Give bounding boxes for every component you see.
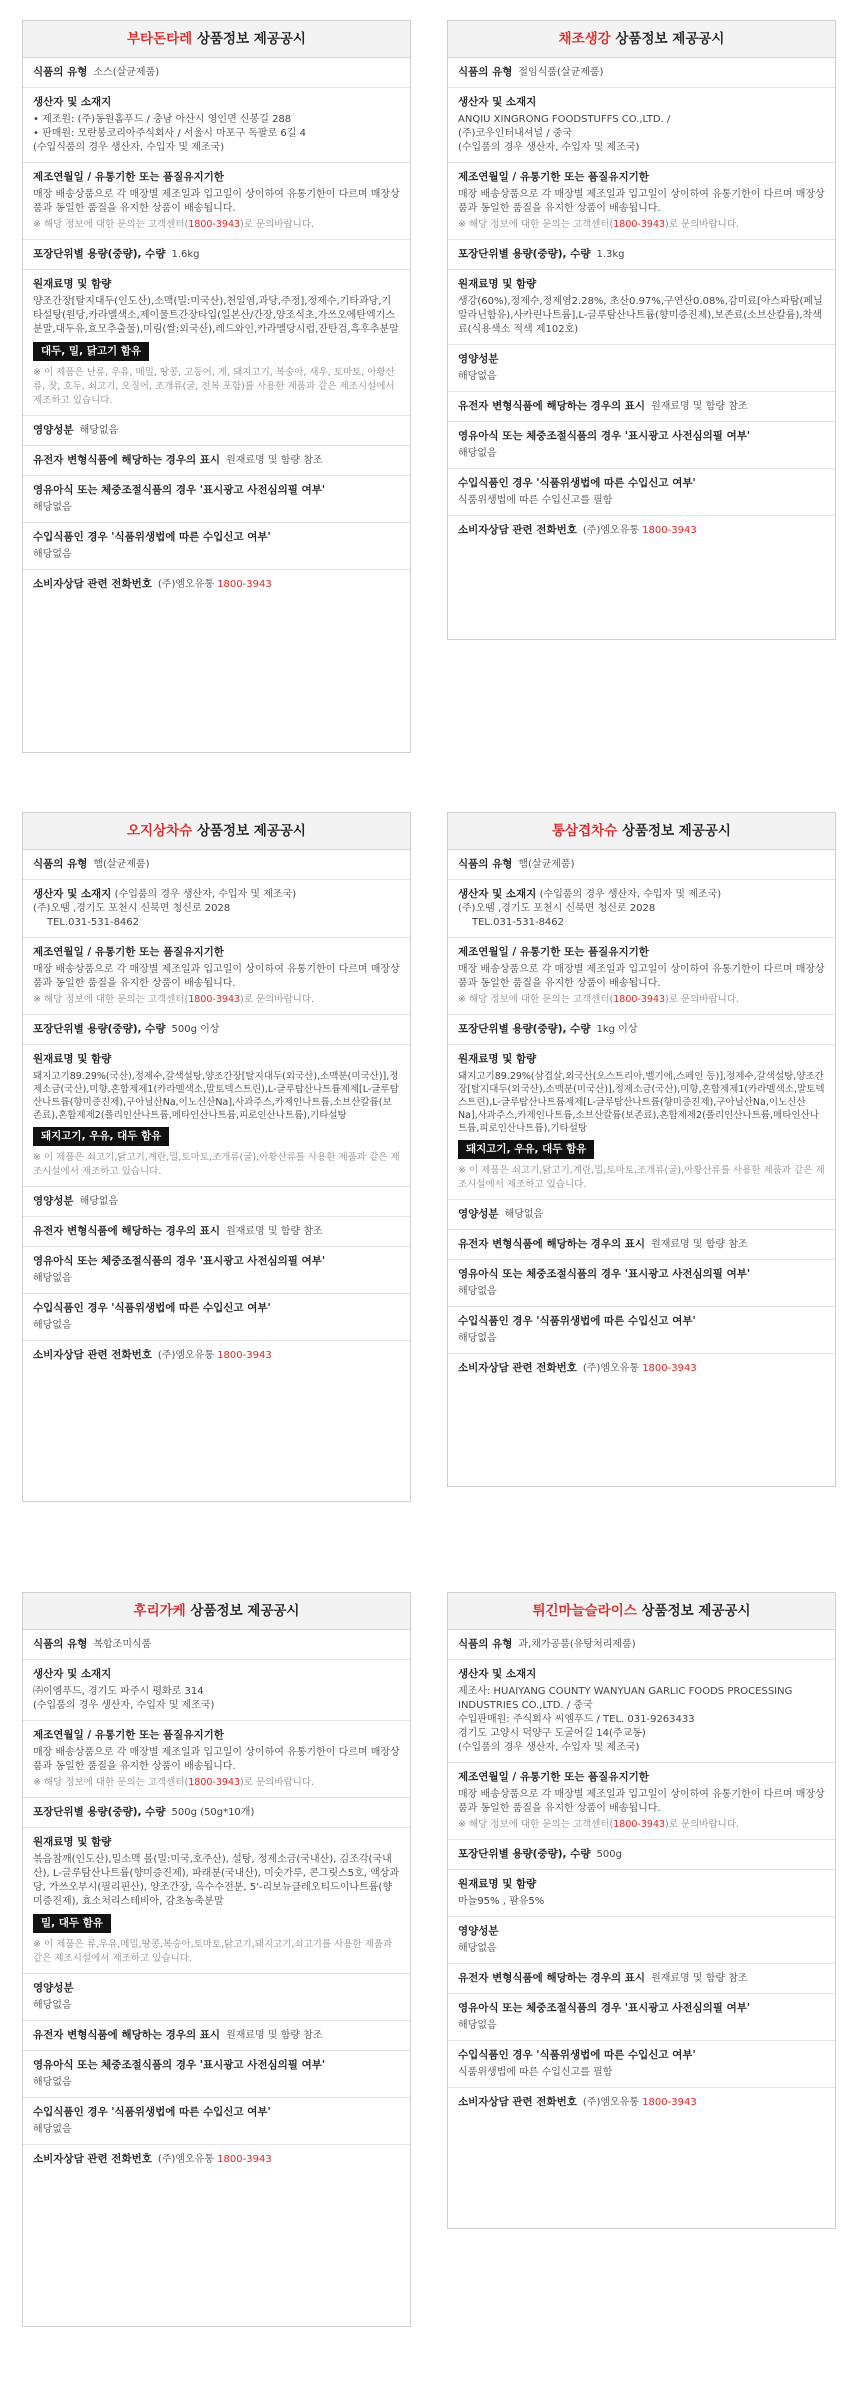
row-import: 수입식품인 경우 '식품위생법에 따른 수입신고 여부' 해당없음 (448, 1307, 835, 1354)
row-volume: 포장단위별 용량(중량), 수량 500g 이상 (23, 1015, 410, 1045)
row-import: 수입식품인 경우 '식품위생법에 따른 수입신고 여부' 해당없음 (23, 523, 410, 570)
allergen-badge: 돼지고기, 우유, 대두 함유 (458, 1140, 594, 1159)
row-maker: 생산자 및 소재지 ANQIU XINGRONG FOODSTUFFS CO.,LTD. / (주)코우인터내셔널 / 중국 (수입품의 경우 생산자, 수입자 및 제조국) (448, 88, 835, 163)
consumer-phone[interactable]: 1800-3943 (217, 579, 272, 590)
product-card-fried-garlic-slice (447, 1592, 836, 2229)
row-consumer: 소비자상담 관련 전화번호 (주)엠오유통 1800-3943 (33, 578, 272, 590)
row-maker: 생산자 및 소재지 (수입품의 경우 생산자, 수입자 및 제조국) (주)오뗌 ,경기도 포천시 신북면 청신로 2028 TEL.031-531-8462 (23, 880, 410, 938)
row-import: 수입식품인 경우 '식품위생법에 따른 수입신고 여부' 해당없음 (23, 2098, 410, 2145)
row-infant: 영유아식 또는 체중조절식품의 경우 '표시광고 사전심의필 여부' 해당없음 (448, 1260, 835, 1307)
consumer-phone[interactable]: 1800-3943 (642, 1363, 697, 1374)
row-ingredients: 원재료명 및 함량 마늘95% , 팜유5% (448, 1870, 835, 1917)
row-nutrition: 영양성분 해당없음 (23, 1187, 410, 1217)
row-nutrition: 영양성분 해당없음 (23, 1974, 410, 2021)
row-ingredients: 원재료명 및 함량 돼지고기89.29%(국산),정제수,갈색설탕,양조간장[탈지대두(외국산),소맥분(미국산)],정제소금(국산),미향,혼합제제1(카라멜색소,말토덱스트린),L-글루탐산나트륨제제[L-글루탐산나트륨(향미증진제),구아닐산Na,이노신산Na],사과주스,카제인나트륨,소브산칼륨(보존료),혼합제제2(폴리인산나트륨,메타인산나트륨,피로인산나트륨),기타설탕 돼지고기, 우유, 대두 함유 ※ 이 제품은 쇠고기,닭고기,계란,밀,토마토,조개류(굴),아황산류를 사용한 제품과 같은 제조시설에서 제조하고 있습니다. (23, 1045, 410, 1187)
row-nutrition: 영양성분 해당없음 (448, 1917, 835, 1964)
header-suffix: 상품정보 제공공시 (196, 31, 306, 47)
product-name: 후리가케 (133, 1603, 186, 1619)
product-card-tongsamgyeop-chashu (447, 812, 836, 1487)
row-date: 제조연월일 / 유통기한 또는 품질유지기한 매장 배송상품으로 각 매장별 제조일과 입고일이 상이하여 유통기한이 다르며 매장상품과 동일한 품질을 유지한 상품이 배송됩니다. ※ 해당 정보에 대한 문의는 고객센터(1800-3943)로 문의바랍니다. (23, 938, 410, 1015)
row-date: 제조연월일 / 유통기한 또는 품질유지기한 매장 배송상품으로 각 매장별 제조일과 입고일이 상이하여 유통기한이 다르며 매장상품과 동일한 품질을 유지한 상품이 배송됩니다. ※ 해당 정보에 대한 문의는 고객센터(1800-3943)로 문의바랍니다. (23, 1721, 410, 1798)
row-infant: 영유아식 또는 체중조절식품의 경우 '표시광고 사전심의필 여부' 해당없음 (23, 476, 410, 523)
row-maker: 생산자 및 소재지 ㈜이엠푸드, 경기도 파주시 평화로 314 (수입품의 경우 생산자, 수입자 및 제조국) (23, 1660, 410, 1721)
product-name: 통삼겹차슈 (552, 823, 618, 839)
row-consumer: 소비자상담 관련 전화번호 (주)엠오유통 1800-3943 (458, 2096, 697, 2108)
row-infant: 영유아식 또는 체중조절식품의 경우 '표시광고 사전심의필 여부' 해당없음 (23, 1247, 410, 1294)
row-maker: 생산자 및 소재지 • 제조원: (주)동원홈푸드 / 충남 아산시 영인면 신봉길 288 • 판매원: 모란봉코리아주식회사 / 서울시 마포구 독팔로 6길 4 (수입식품의 경우 생산자, 수입자 및 제조국) (23, 88, 410, 163)
row-consumer: 소비자상담 관련 전화번호 (주)엠오유통 1800-3943 (33, 2153, 272, 2165)
consumer-phone[interactable]: 1800-3943 (217, 2154, 272, 2165)
row-type: 식품의 유형 소스(살균제품) (23, 58, 410, 88)
row-import: 수입식품인 경우 '식품위생법에 따른 수입신고 여부' 해당없음 (23, 1294, 410, 1341)
row-type: 식품의 유형 햄(살균제품) (448, 850, 835, 880)
product-card-furikake (22, 1592, 411, 2327)
card-header (23, 21, 410, 58)
row-gmo: 유전자 변형식품에 해당하는 경우의 표시 원재료명 및 함량 참조 (448, 1230, 835, 1260)
row-consumer: 소비자상담 관련 전화번호 (주)엠오유통 1800-3943 (458, 524, 697, 536)
card-header: 오지상차슈 상품정보 제공공시 (23, 813, 410, 850)
row-gmo: 유전자 변형식품에 해당하는 경우의 표시 원재료명 및 함량 참조 (23, 446, 410, 476)
allergen-note: ※ 이 제품은 쇠고기,닭고기,계란,밀,토마토,조개류(굴),아황산류를 사용한 제품과 같은 제조시설에서 제조하고 있습니다. (458, 1165, 825, 1190)
row-date: 제조연월일 / 유통기한 또는 품질유지기한 매장 배송상품으로 각 매장별 제조일과 입고일이 상이하여 유통기한이 다르며 매장상품과 동일한 품질을 유지한 상품이 배송됩니다. ※ 해당 정보에 대한 문의는 고객센터(1800-3943)로 문의바랍니다. (448, 1763, 835, 1840)
row-nutrition: 영양성분 해당없음 (448, 1200, 835, 1230)
row-type: 식품의 유형 햄(살균제품) (23, 850, 410, 880)
row-volume: 포장단위별 용량(중량), 수량 500g (50g*10개) (23, 1798, 410, 1828)
card-header: 통삼겹차슈 상품정보 제공공시 (448, 813, 835, 850)
consumer-phone[interactable]: 1800-3943 (642, 2097, 697, 2108)
row-type: 식품의 유형 절임식품(살균제품) (448, 58, 835, 88)
row-ingredients: 원재료명 및 함량 양조간장[탈지대두(인도산),소맥(밀:미국산),천일염,과당,주정],정제수,기타과당,기타설탕(원당,카라멜색소,제이물트간장타입(일본산/간장,양조식초,가쓰오에탄엑기스분말,대두유,효모추출물),미림(쌀:외국산),레드와인,카라멜당시럽,잔탄검,흑후추분말 대두, 밀, 닭고기 함유 ※ 이 제품은 난류, 우유, 메밀, 땅콩, 고등어, 게, 돼지고기, 복숭아, 새우, 토마토, 아황산류, 잣, 호두, 쇠고기, 오징어, 조개류(굴, 전복 포함)를 사용한 제품과 같은 제조시설에서 제조하고 있습니다. (23, 270, 410, 416)
row-gmo: 유전자 변형식품에 해당하는 경우의 표시 원재료명 및 함량 참조 (23, 1217, 410, 1247)
product-name: 부타돈타레 (127, 31, 193, 47)
allergen-badge: 대두, 밀, 닭고기 함유 (33, 342, 149, 361)
allergen-badge: 밀, 대두 함유 (33, 1914, 111, 1933)
row-volume: 포장단위별 용량(중량), 수량 1.6kg (23, 240, 410, 270)
row-gmo: 유전자 변형식품에 해당하는 경우의 표시 원재료명 및 함량 참조 (23, 2021, 410, 2051)
row-consumer: 소비자상담 관련 전화번호 (주)엠오유통 1800-3943 (33, 1349, 272, 1361)
row-volume: 포장단위별 용량(중량), 수량 500g (448, 1840, 835, 1870)
row-infant: 영유아식 또는 체중조절식품의 경우 '표시광고 사전심의필 여부' 해당없음 (448, 1994, 835, 2041)
product-card-chaejo-ginger (447, 20, 836, 640)
allergen-badge: 돼지고기, 우유, 대두 함유 (33, 1127, 169, 1146)
row-type: 식품의 유형 과,채가공품(유탕처리제품) (448, 1630, 835, 1660)
row-consumer: 소비자상담 관련 전화번호 (주)엠오유통 1800-3943 (458, 1362, 697, 1374)
date-note: ※ 해당 정보에 대한 문의는 고객센터(1800-3943)로 문의바랍니다. (33, 219, 315, 230)
row-date: 제조연월일 / 유통기한 또는 품질유지기한 매장 배송상품으로 각 매장별 제조일과 입고일이 상이하여 유통기한이 다르며 매장상품과 동일한 품질을 유지한 상품이 배송됩니다. ※ 해당 정보에 대한 문의는 고객센터(1800-3943)로 문의바랍니다. (448, 163, 835, 240)
row-infant: 영유아식 또는 체중조절식품의 경우 '표시광고 사전심의필 여부' 해당없음 (448, 422, 835, 469)
row-ingredients: 원재료명 및 함량 생강(60%),정제수,정제염2.28%, 초산0.97%,구연산0.08%,감미료[아스파탐(페닐알라닌함유),사카린나트륨],L-글루탐산나트륨(향미증진제),보존료(소브산칼륨),착색료(식용색소 적색 제102호) (448, 270, 835, 345)
row-volume: 포장단위별 용량(중량), 수량 1kg 이상 (448, 1015, 835, 1045)
card-header: 튀긴마늘슬라이스 상품정보 제공공시 (448, 1593, 835, 1630)
product-name: 오지상차슈 (127, 823, 193, 839)
product-card-ojisang-chashu (22, 812, 411, 1502)
row-volume: 포장단위별 용량(중량), 수량 1.3kg (448, 240, 835, 270)
card-header: 후리가케 상품정보 제공공시 (23, 1593, 410, 1630)
product-name: 채조생강 (558, 31, 611, 47)
row-import: 수입식품인 경우 '식품위생법에 따른 수입신고 여부' 식품위생법에 따른 수입신고를 필함 (448, 469, 835, 516)
row-date: 제조연월일 / 유통기한 또는 품질유지기한 매장 배송상품으로 각 매장별 제조일과 입고일이 상이하여 유통기한이 다르며 매장상품과 동일한 품질을 유지한 상품이 배송됩니다. ※ 해당 정보에 대한 문의는 고객센터(1800-3943)로 문의바랍니다. (23, 163, 410, 240)
allergen-note: ※ 이 제품은 쇠고기,닭고기,계란,밀,토마토,조개류(굴),아황산류를 사용한 제품과 같은 제조시설에서 제조하고 있습니다. (33, 1152, 400, 1177)
row-infant: 영유아식 또는 체중조절식품의 경우 '표시광고 사전심의필 여부' 해당없음 (23, 2051, 410, 2098)
row-type: 식품의 유형 복합조미식품 (23, 1630, 410, 1660)
card-header: 채조생강 상품정보 제공공시 (448, 21, 835, 58)
product-card-butadon-tare (22, 20, 411, 753)
row-nutrition: 영양성분 해당없음 (448, 345, 835, 392)
allergen-note: ※ 이 제품은 류,우유,메밀,땅콩,복숭아,토마토,닭고기,돼지고기,쇠고기를 사용한 제품과 같은 제조시설에서 제조하고 있습니다. (33, 1939, 393, 1964)
row-import: 수입식품인 경우 '식품위생법에 따른 수입신고 여부' 식품위생법에 따른 수입신고를 필함 (448, 2041, 835, 2088)
row-ingredients: 원재료명 및 함량 볶음참깨(인도산),밀소맥 볼(밀:미국,호주산), 설탕, 정제소금(국내산), 김조각(국내산), L-글루탐산나트륨(향미증진제), 파래분(국내산), 미숫가루, 콘그릿스5호, 액상과당, 가쓰오부시(필리핀산), 양조간장, 옥수수전분, 5'-리보뉴클레오티드이나트륨(향미증진제), 효소처리스테비아, 감초농축분말 밀, 대두 함유 ※ 이 제품은 류,우유,메밀,땅콩,복숭아,토마토,닭고기,돼지고기,쇠고기를 사용한 제품과 같은 제조시설에서 제조하고 있습니다. (23, 1828, 410, 1974)
product-name: 튀긴마늘슬라이스 (532, 1603, 637, 1619)
row-gmo: 유전자 변형식품에 해당하는 경우의 표시 원재료명 및 함량 참조 (448, 392, 835, 422)
row-maker: 생산자 및 소재지 제조사: HUAIYANG COUNTY WANYUAN GARLIC FOODS PROCESSING INDUSTRIES CO.,LTD. / 중국 수입판매원: 주식회사 씨엠푸드 / TEL. 031-9263433 경기도 고양시 덕양구 도굴어길 14(주교동) (수입품의 경우 생산자, 수입자 및 제조국) (448, 1660, 835, 1763)
allergen-note: ※ 이 제품은 난류, 우유, 메밀, 땅콩, 고등어, 게, 돼지고기, 복숭아, 새우, 토마토, 아황산류, 잣, 호두, 쇠고기, 오징어, 조개류(굴, 전복 포함)를 사용한 제품과 같은 제조시설에서 제조하고 있습니다. (33, 367, 395, 406)
consumer-phone[interactable]: 1800-3943 (217, 1350, 272, 1361)
row-ingredients: 원재료명 및 함량 돼지고기89.29%(삼겹살,외국산(오스트리아,벨기에,스페인 등)],정제수,갈색설탕,양조간장[탈지대두(외국산),소맥분(미국산)],정제소금(국산),미향,혼합제제1(카라멜색소,말토덱스트린),L-글루탐산나트륨제제[L-글루탐산나트륨(향미증진제),구아닐산Na,이노신산Na],사과주스,카제인나트륨,소브산칼륨(보존료),혼합제제2(폴리인산나트륨,메타인산나트륨,피로인산나트륨),기타설탕 돼지고기, 우유, 대두 함유 ※ 이 제품은 쇠고기,닭고기,계란,밀,토마토,조개류(굴),아황산류를 사용한 제품과 같은 제조시설에서 제조하고 있습니다. (448, 1045, 835, 1200)
row-maker: 생산자 및 소재지 (수입품의 경우 생산자, 수입자 및 제조국) (주)오뗌 ,경기도 포천시 신북면 청신로 2028 TEL.031-531-8462 (448, 880, 835, 938)
consumer-phone[interactable]: 1800-3943 (642, 525, 697, 536)
row-date: 제조연월일 / 유통기한 또는 품질유지기한 매장 배송상품으로 각 매장별 제조일과 입고일이 상이하여 유통기한이 다르며 매장상품과 동일한 품질을 유지한 상품이 배송됩니다. ※ 해당 정보에 대한 문의는 고객센터(1800-3943)로 문의바랍니다. (448, 938, 835, 1015)
row-nutrition: 영양성분 해당없음 (23, 416, 410, 446)
row-gmo: 유전자 변형식품에 해당하는 경우의 표시 원재료명 및 함량 참조 (448, 1964, 835, 1994)
